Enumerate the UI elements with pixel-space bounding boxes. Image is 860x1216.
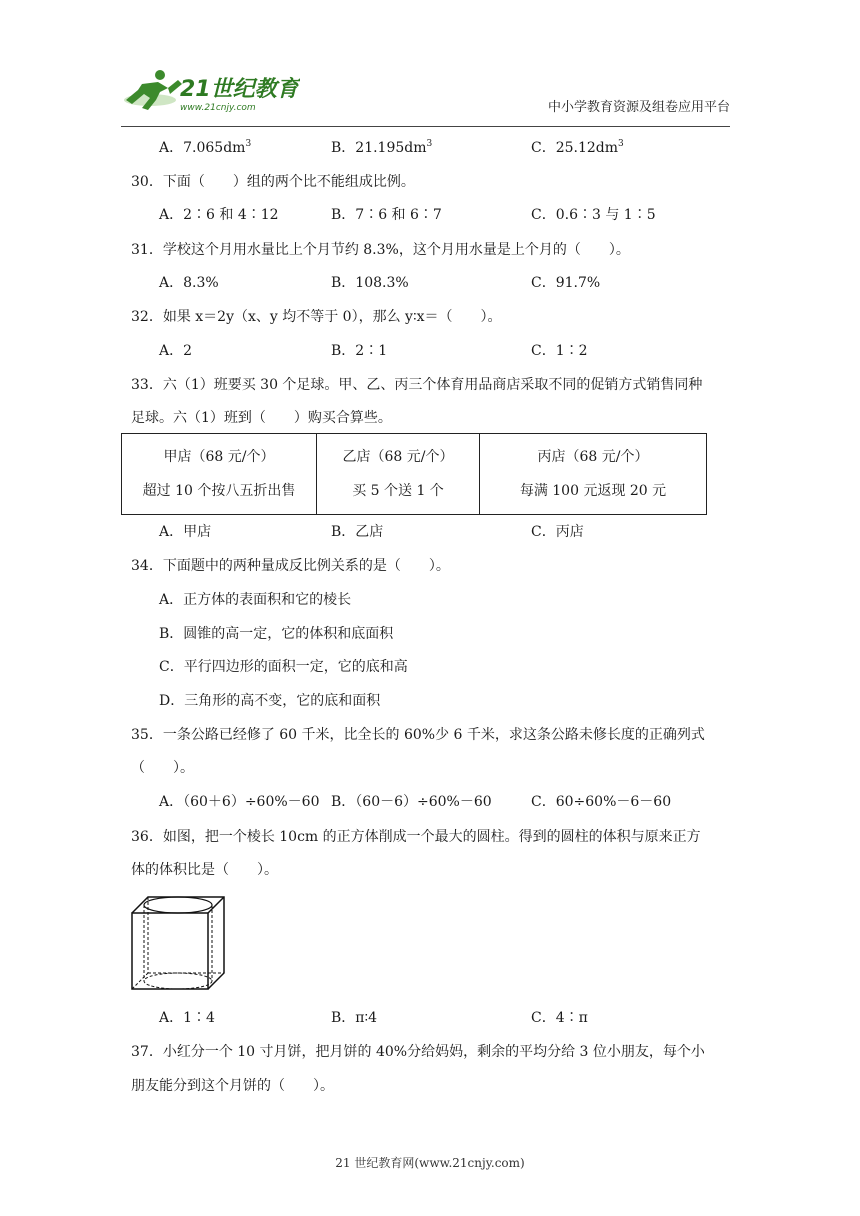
q32-option-c: C．1∶2 — [531, 343, 588, 359]
shop-promo: 每满 100 元返现 20 元 — [519, 483, 667, 499]
q35-stem-line2: （ ）。 — [131, 760, 194, 776]
q36-stem-line1: 36．如图，把一个棱长 10cm 的正方体削成一个最大的圆柱。得到的圆柱的体积与原来正方 — [131, 829, 701, 845]
page-footer: 21 世纪教育网(www.21cnjy.com) — [335, 1156, 525, 1170]
q37-stem-line1: 37．小红分一个 10 寸月饼，把月饼的 40%分给妈妈，剩余的平均分给 3 位小朋友，每个小 — [131, 1044, 705, 1060]
q36-option-b: B．π∶4 — [331, 1010, 378, 1026]
q29-option-c: C．$25.12dm^3$ — [531, 139, 624, 156]
q33-stem-line2: 足球。六（1）班到（ ）购买合算些。 — [131, 410, 392, 426]
shop-cell-jia — [122, 434, 317, 515]
svg-text:21世纪教育: 21世纪教育 — [180, 77, 299, 102]
q36-option-c: C．4∶π — [531, 1010, 588, 1026]
shop-cell-yi — [317, 434, 480, 515]
q31-option-a: A．8.3% — [159, 275, 219, 291]
q35-option-b: B．（60－6）÷60%－60 — [331, 794, 492, 810]
q34-option-a: A．正方体的表面积和它的棱长 — [159, 592, 352, 608]
q30-option-c: C．0.6∶3 与 1∶5 — [531, 207, 656, 223]
cube-cylinder-figure — [128, 893, 228, 993]
q35-option-a: A．（60＋6）÷60%－60 — [159, 794, 320, 810]
q30-stem: 30．下面（ ）组的两个比不能组成比例。 — [131, 174, 415, 190]
shop-name: 甲店（68 元/个） — [163, 449, 275, 465]
q33-option-a: A．甲店 — [159, 524, 212, 540]
q30-option-b: B．7∶6 和 6∶7 — [331, 207, 442, 223]
q31-option-b: B．108.3% — [331, 275, 409, 291]
q29-option-a: A．$7.065dm^3$ — [159, 139, 252, 156]
q35-option-c: C．60÷60%－6－60 — [531, 794, 672, 810]
q33-option-c: C．丙店 — [531, 524, 584, 540]
q34-option-d: D．三角形的高不变，它的底和面积 — [159, 693, 381, 709]
q37-stem-line2: 朋友能分到这个月饼的（ ）。 — [131, 1078, 334, 1094]
site-tagline: 中小学教育资源及组卷应用平台 — [547, 100, 730, 115]
shop-name: 乙店（68 元/个） — [342, 449, 454, 465]
q35-stem-line1: 35．一条公路已经修了 60 千米，比全长的 60%少 6 千米，求这条公路未修长度的正确列式 — [131, 727, 705, 743]
q32-option-b: B．2∶1 — [331, 343, 388, 359]
shop-cell-bing — [480, 434, 707, 515]
q33-option-b: B．乙店 — [331, 524, 384, 540]
shop-promotion-table — [121, 433, 707, 515]
q31-stem: 31．学校这个月用水量比上个月节约 8.3%，这个月用水量是上个月的（ ）。 — [131, 242, 630, 258]
q32-option-a: A．2 — [159, 343, 193, 359]
q34-stem: 34．下面题中的两种量成反比例关系的是（ ）。 — [131, 558, 450, 574]
shop-promo: 买 5 个送 1 个 — [352, 483, 444, 499]
q33-stem-line1: 33．六（1）班要买 30 个足球。甲、乙、丙三个体育用品商店采取不同的促销方式销售同种 — [131, 377, 703, 393]
q32-stem: 32．如果 x＝2y（x、y 均不等于 0），那么 y∶x＝（ ）。 — [131, 309, 502, 325]
q36-option-a: A．1∶4 — [159, 1010, 215, 1026]
runner-logo-icon — [120, 66, 300, 118]
logo — [120, 66, 300, 118]
q36-stem-line2: 体的体积比是（ ）。 — [131, 862, 278, 878]
header-divider — [121, 126, 730, 127]
shop-name: 丙店（68 元/个） — [537, 449, 649, 465]
q30-option-a: A．2∶6 和 4∶12 — [159, 207, 279, 223]
shop-promo: 超过 10 个按八五折出售 — [142, 483, 296, 499]
q31-option-c: C．91.7% — [531, 275, 601, 291]
svg-text:www.21cnjy.com: www.21cnjy.com — [180, 103, 256, 113]
q34-option-b: B．圆锥的高一定，它的体积和底面积 — [159, 626, 394, 642]
q34-option-c: C．平行四边形的面积一定，它的底和高 — [159, 659, 408, 675]
q29-option-b: B．$21.195dm^3$ — [331, 139, 433, 156]
